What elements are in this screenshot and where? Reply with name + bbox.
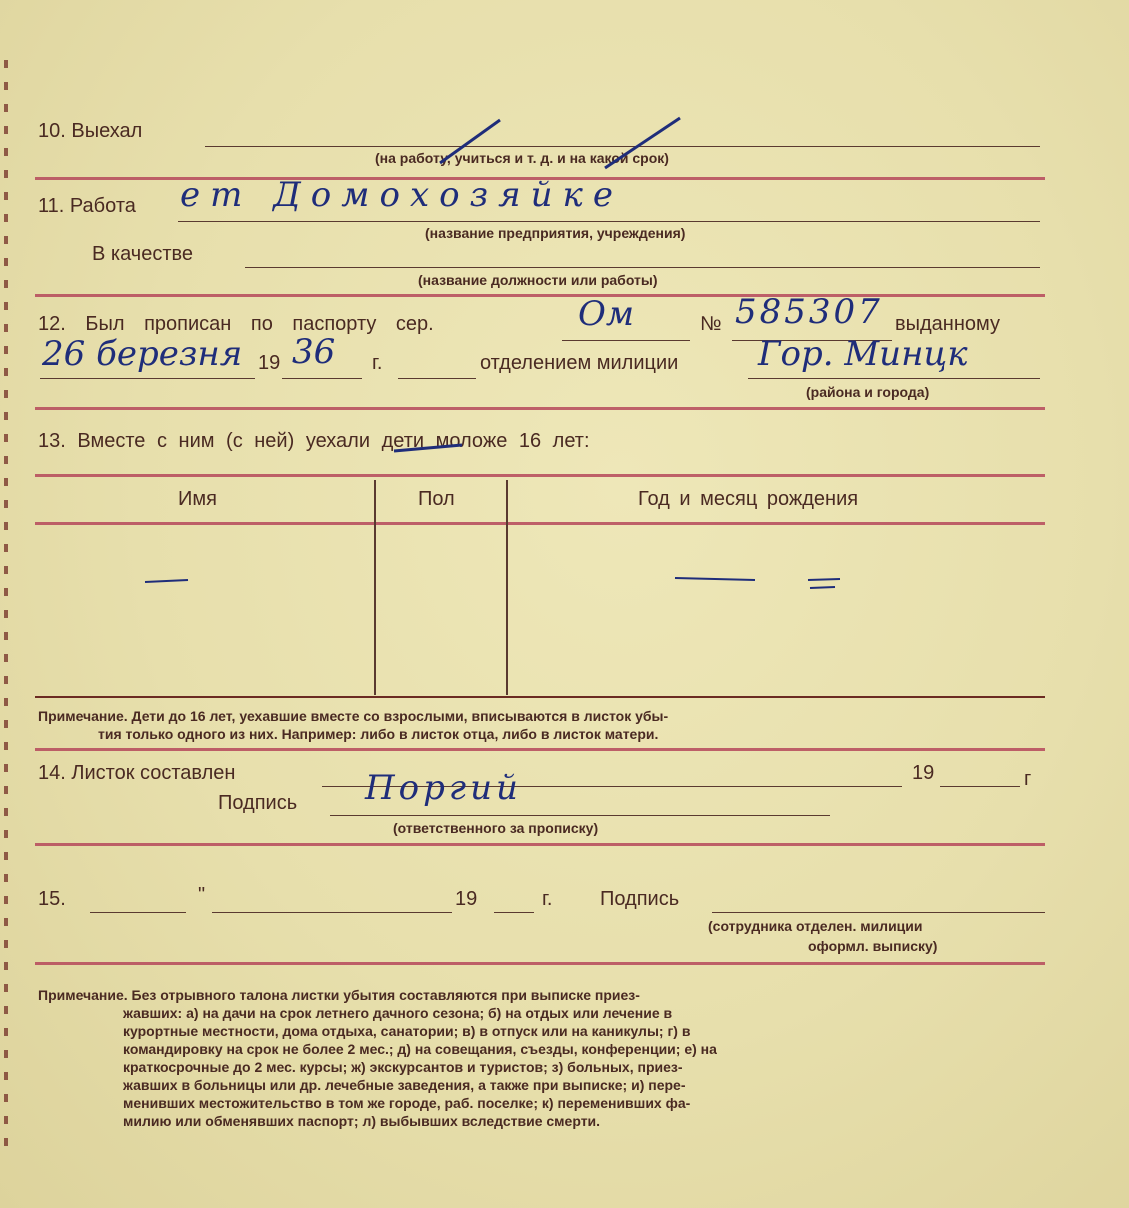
divider-12 (35, 407, 1045, 410)
section-12-label: 12. Был прописан по паспорту сер. (38, 313, 434, 335)
s15-caption-2: оформл. выписку) (808, 938, 938, 954)
s15-year-line (494, 912, 534, 913)
note-departure-line: менивших местожительство в том же городе, раб. поселке; к) переменивших фа- (123, 1095, 691, 1111)
note-departure-line: жавших в больницы или др. лечебные заведения, а также при выписке; и) пере- (123, 1077, 686, 1093)
position-line (245, 267, 1040, 268)
signature-handwritten: Поргий (365, 768, 522, 808)
office-label: отделением милиции (480, 352, 679, 374)
s15-quote: " (198, 884, 206, 906)
note-departure-line: Примечание. Без отрывного талона листки убытия составляются при выписке приез- (38, 987, 640, 1003)
section-11-label: 11. Работа (38, 195, 136, 217)
note-departure-line: милию или обменявших паспорт; л) выбывших вследствие смерти. (123, 1113, 601, 1129)
office-caption: (района и города) (806, 384, 930, 400)
table-top-rule (35, 474, 1045, 477)
s14-year-suffix: г (1024, 768, 1032, 790)
spacer-line (398, 378, 476, 379)
section-14-label: 14. Листок составлен (38, 762, 236, 784)
table-bottom-rule (35, 696, 1045, 698)
section-11-caption: (название предприятия, учреждения) (425, 225, 686, 241)
note-children (38, 707, 668, 743)
issue-date-handwritten: 26 березня (42, 334, 243, 374)
divider-15 (35, 962, 1045, 965)
table-header-rule (35, 522, 1045, 525)
col-birth-header: Год и месяц рождения (638, 488, 859, 510)
date-line (40, 378, 255, 379)
divider-11 (35, 294, 1045, 297)
section-13-label: 13. Вместе с ним (с ней) уехали дети моложе 16 лет: (38, 430, 590, 452)
passport-number-handwritten: 585307 (735, 292, 883, 332)
s14-year-line (940, 786, 1020, 787)
year-handwritten: 36 (292, 332, 336, 372)
number-label: № (700, 313, 722, 335)
col-sex-header: Пол (418, 488, 455, 510)
s15-month-line (212, 912, 452, 913)
section-10-caption: (на работу, учиться и т. д. и на какой срок) (375, 150, 669, 166)
signature-line (330, 815, 830, 816)
col-name-header: Имя (178, 488, 217, 510)
s15-year-suffix: г. (542, 888, 553, 910)
section-10-label: 10. Выехал (38, 120, 143, 142)
section-15-label: 15. (38, 888, 66, 910)
workplace-handwritten: ет Домохозяйке (180, 175, 623, 215)
section-11-line (178, 221, 1040, 222)
s15-signature-line (712, 912, 1045, 913)
divider-13 (35, 748, 1045, 751)
perforation-edge (4, 60, 8, 1150)
note-departure-line: командировку на срок не более 2 мес.; д) на совещания, съезды, конференции; е) на (123, 1041, 717, 1057)
position-label: В качестве (92, 243, 193, 265)
office-line (748, 378, 1040, 379)
police-office-handwritten: Гор. Минцк (758, 334, 968, 374)
series-line (562, 340, 690, 341)
passport-series-handwritten: Ом (578, 294, 635, 334)
s15-day-line (90, 912, 186, 913)
note-departure (38, 986, 717, 1130)
note-departure-line: краткосрочные до 2 мес. курсы; ж) экскурсантов и туристов; з) больных, приез- (123, 1059, 683, 1075)
strike-marks (380, 108, 710, 178)
year-prefix: 19 (258, 352, 281, 374)
divider-14 (35, 843, 1045, 846)
s14-year-prefix: 19 (912, 762, 935, 784)
note-children-line: тия только одного из них. Например: либо в листок отца, либо в листок матери. (98, 726, 659, 742)
s15-signature-label: Подпись (600, 888, 680, 910)
note-departure-line: курортные местности, дома отдыха, санатории; в) в отпуск или на каникулы; г) в (123, 1023, 691, 1039)
signature-label: Подпись (218, 792, 298, 814)
year-line (282, 378, 362, 379)
s15-year-prefix: 19 (455, 888, 478, 910)
note-children-line: Примечание. Дети до 16 лет, уехавшие вместе со взрослыми, вписываются в листок убы- (38, 708, 669, 724)
issued-label: выданному (895, 313, 1000, 335)
note-departure-line: жавших: а) на дачи на срок летнего дачного сезона; б) на отдых или лечение в (123, 1005, 673, 1021)
position-caption: (название должности или работы) (418, 272, 658, 288)
signature-caption: (ответственного за прописку) (393, 820, 599, 836)
year-suffix: г. (372, 352, 383, 374)
s15-caption-1: (сотрудника отделен. милиции (708, 918, 923, 934)
strike-mark (392, 437, 472, 457)
table-dash-marks (140, 570, 840, 600)
